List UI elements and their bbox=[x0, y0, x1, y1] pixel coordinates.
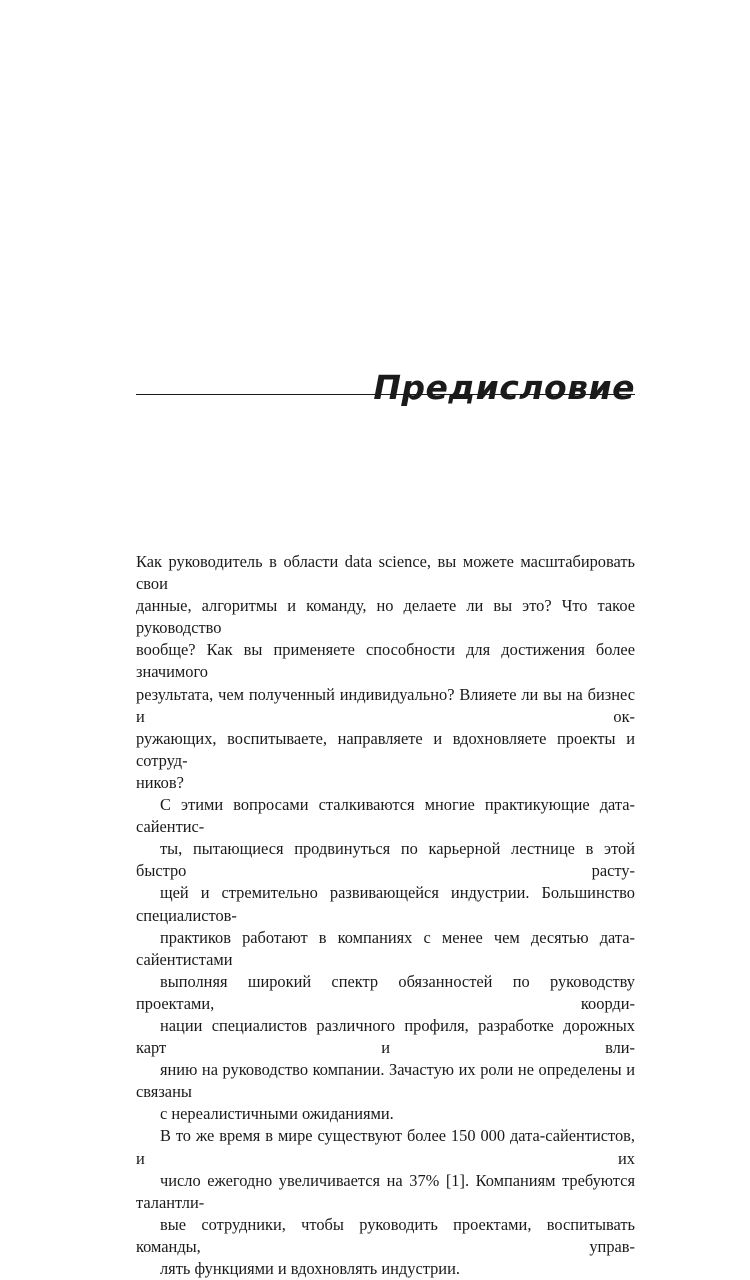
text-line: В то же время в мире существуют более 150 000 дата-сайентистов, и их bbox=[136, 1126, 635, 1168]
text-line: выполняя широкий спектр обязанностей по руководству проектами, коорди- bbox=[136, 971, 635, 1013]
text-line: щей и стремительно развивающейся индустрии. Большинство специалистов- bbox=[136, 883, 635, 925]
text-line: нации специалистов различного профиля, разработке дорожных карт и вли- bbox=[136, 1015, 635, 1058]
text-line: данные, алгоритмы и команду, но делаете ли вы это? Что такое руководство bbox=[136, 596, 635, 638]
text-line: практиков работают в компаниях с менее чем десятью дата-сайентистами bbox=[136, 927, 635, 969]
title-underline-rule bbox=[136, 394, 635, 395]
chapter-title: Предисловие bbox=[373, 368, 635, 408]
text-line: ты, пытающиеся продвинуться по карьерной лестнице в этой быстро расту- bbox=[136, 839, 635, 881]
paragraph-1 bbox=[136, 551, 635, 794]
text-line: с нереалистичными ожиданиями. bbox=[160, 1104, 394, 1124]
text-line: вообще? Как вы применяете способности для достижения более значимого bbox=[136, 640, 635, 682]
text-line: лять функциями и вдохновлять индустрии. bbox=[160, 1259, 460, 1278]
text-line: число ежегодно увеличивается на 37% [1]. Компаниям требуются талантли- bbox=[136, 1170, 635, 1212]
paragraph-3 bbox=[136, 1125, 635, 1280]
text-line: ружающих, воспитываете, направляете и вдохновляете проекты и сотруд- bbox=[136, 728, 635, 770]
text-line: вые сотрудники, чтобы руководить проектами, воспитывать команды, управ- bbox=[136, 1214, 635, 1256]
paragraph-2 bbox=[136, 794, 635, 1125]
text-line: ников? bbox=[136, 772, 184, 792]
text-line: С этими вопросами сталкиваются многие практикующие дата-сайентис- bbox=[136, 795, 635, 837]
body-text bbox=[136, 551, 635, 1280]
text-line: янию на руководство компании. Зачастую их роли не определены и связаны bbox=[136, 1060, 635, 1102]
text-line: результата, чем полученный индивидуально? Влияете ли вы на бизнес и ок- bbox=[136, 684, 635, 726]
text-line: Как руководитель в области data science, вы можете масштабировать свои bbox=[136, 552, 635, 594]
